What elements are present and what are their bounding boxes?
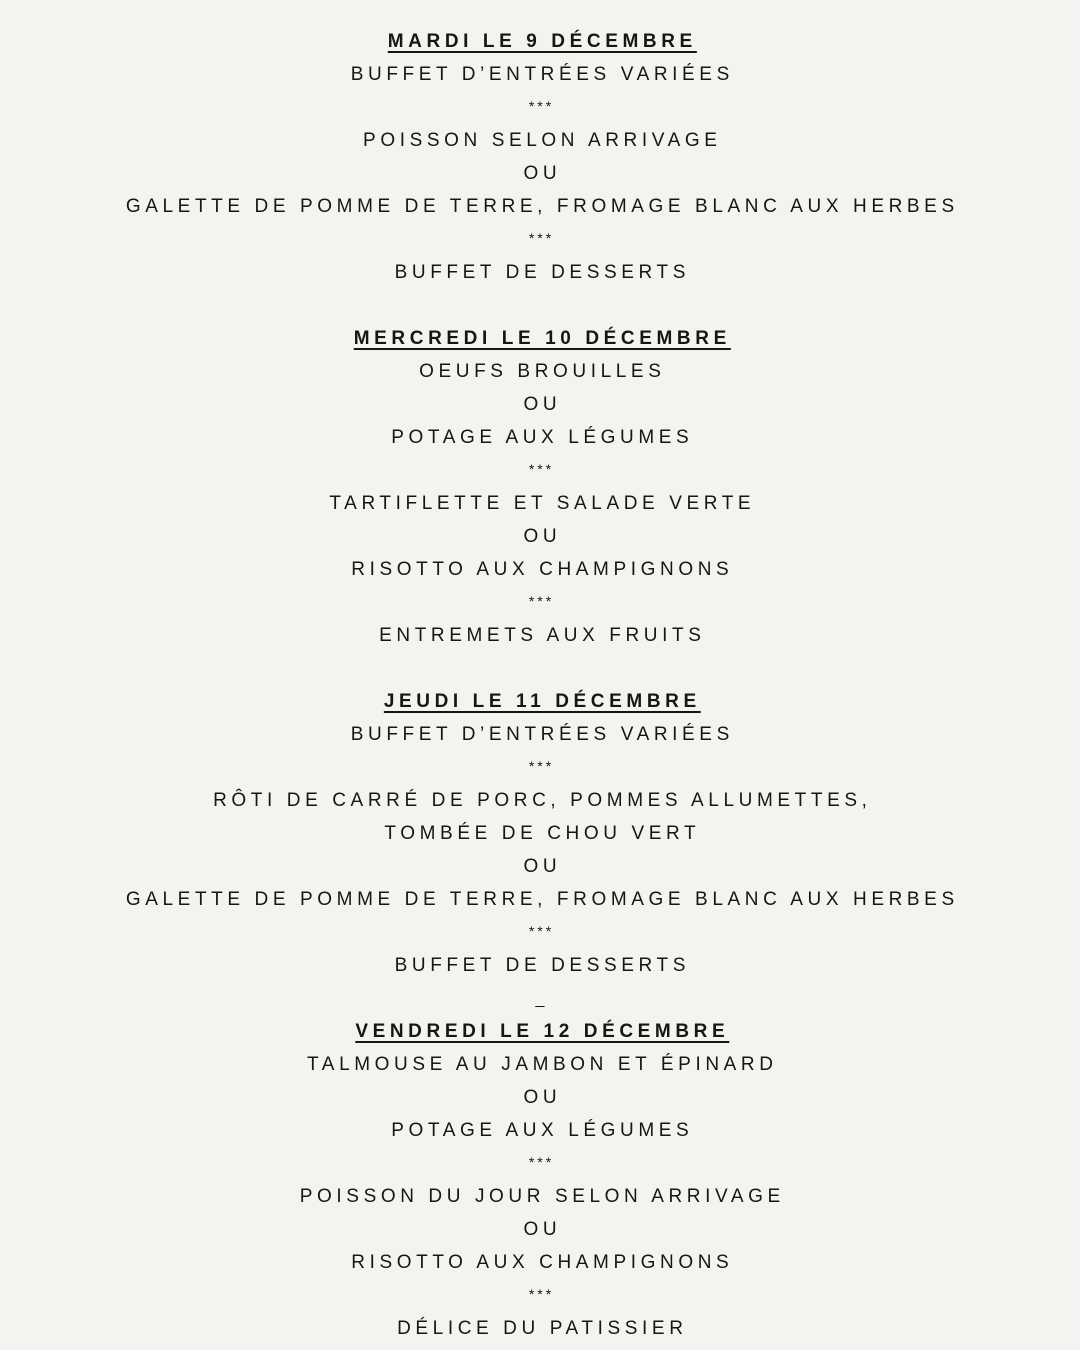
section-dash: _ [535, 991, 550, 1008]
menu-item: GALETTE DE POMME DE TERRE, FROMAGE BLANC AUX HERBES [125, 196, 959, 217]
course-separator: *** [528, 98, 555, 114]
menu-item: RÔTI DE CARRÉ DE PORC, POMMES ALLUMETTES, [213, 790, 872, 811]
menu-item: POTAGE AUX LÉGUMES [391, 427, 694, 448]
menu-item: RISOTTO AUX CHAMPIGNONS [351, 559, 734, 580]
menu-item: DÉLICE DU PATISSIER [397, 1318, 688, 1339]
menu-item: OEUFS BROUILLES [419, 361, 666, 382]
menu-item: POISSON DU JOUR SELON ARRIVAGE [299, 1186, 785, 1207]
menu-item: TALMOUSE AU JAMBON ET ÉPINARD [307, 1054, 778, 1075]
menu-item: BUFFET D’ENTRÉES VARIÉES [350, 64, 734, 85]
menu-item: TOMBÉE DE CHOU VERT [384, 823, 701, 844]
course-separator: *** [528, 461, 555, 477]
menu-item: POISSON SELON ARRIVAGE [363, 130, 722, 151]
course-separator: *** [528, 230, 555, 246]
menu-item: OU [523, 163, 562, 184]
menu-item: OU [523, 856, 562, 877]
weekly-menu [0, 25, 1080, 1345]
day-heading: VENDREDI LE 12 DÉCEMBRE [355, 1021, 730, 1042]
course-separator: *** [528, 1154, 555, 1170]
menu-item: POTAGE AUX LÉGUMES [391, 1120, 694, 1141]
course-separator: *** [528, 593, 555, 609]
day-heading: MERCREDI LE 10 DÉCEMBRE [353, 328, 731, 349]
menu-item: OU [523, 1087, 562, 1108]
course-separator: *** [528, 1286, 555, 1302]
course-separator: *** [528, 923, 555, 939]
menu-item: OU [523, 394, 562, 415]
menu-item: BUFFET DE DESSERTS [394, 955, 690, 976]
menu-item: TARTIFLETTE ET SALADE VERTE [329, 493, 756, 514]
section-spacer [0, 289, 1080, 322]
section-spacer [0, 652, 1080, 685]
menu-item: BUFFET DE DESSERTS [394, 262, 690, 283]
day-heading: JEUDI LE 11 DÉCEMBRE [383, 691, 701, 712]
menu-item: BUFFET D’ENTRÉES VARIÉES [350, 724, 734, 745]
day-heading: MARDI LE 9 DÉCEMBRE [387, 31, 697, 52]
menu-item: ENTREMETS AUX FRUITS [379, 625, 706, 646]
course-separator: *** [528, 758, 555, 774]
menu-item: OU [523, 1219, 562, 1240]
menu-item: RISOTTO AUX CHAMPIGNONS [351, 1252, 734, 1273]
menu-item: OU [523, 526, 562, 547]
menu-item: GALETTE DE POMME DE TERRE, FROMAGE BLANC AUX HERBES [125, 889, 959, 910]
